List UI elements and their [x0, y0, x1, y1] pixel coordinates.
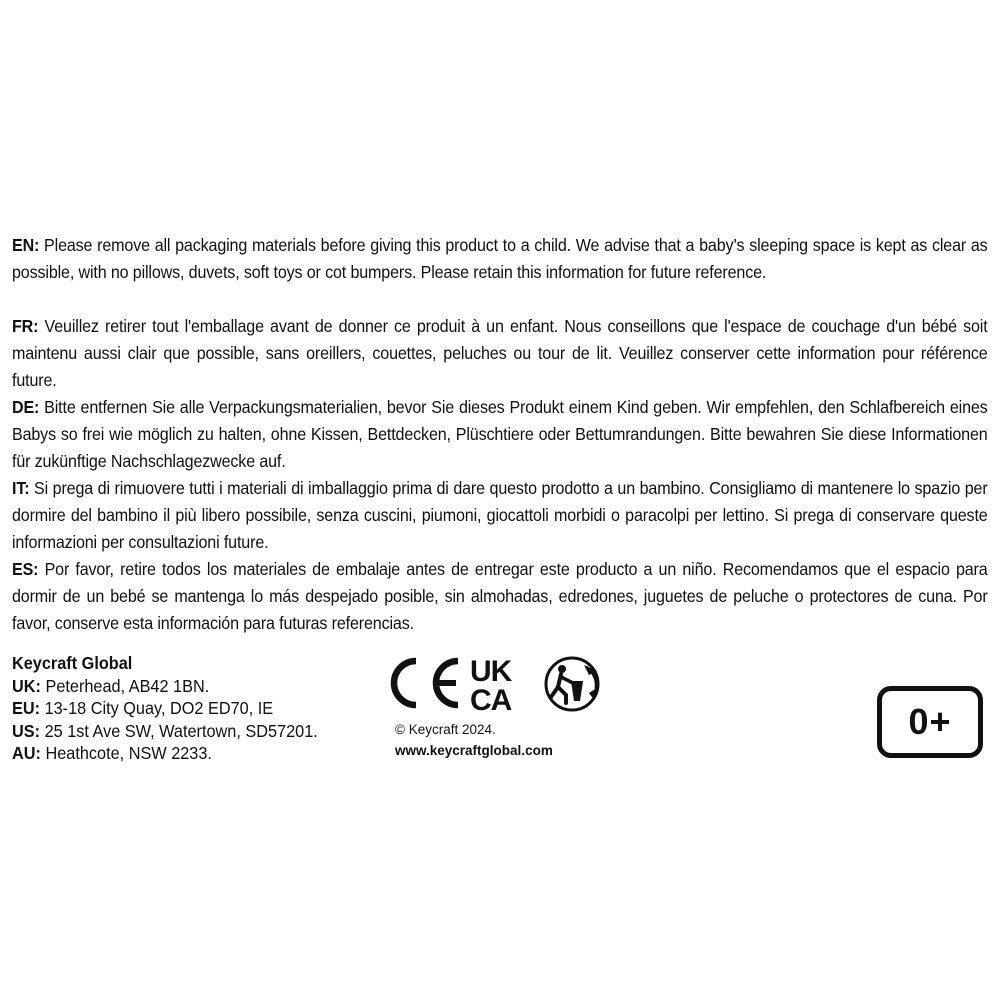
address-line-au	[12, 742, 318, 765]
region-colon: :	[34, 720, 41, 741]
safety-information	[12, 232, 988, 637]
language-code: EN:	[12, 235, 40, 255]
safety-text: Por favor, retire todos los materiales de embalaje antes de entregar este producto a un niño. Recomendamos que el espacio para dormir de un bebé se mantenga lo más despejado posible, sin almohadas, edredones, juguetes de peluche o protectores de cuna. Por favor, conserve esta información para futuras referencias.	[12, 559, 988, 633]
website-domain: keycraftglobal	[429, 743, 522, 758]
safety-text: Bitte entfernen Sie alle Verpackungsmaterialien, bevor Sie dieses Produkt einem Kind geben. Wir empfehlen, den Schlafbereich eines Babys so frei wie möglich zu halten, ohne Kissen, Bettdecken, Plüschtiere oder Bettumrandungen. Bitte bewahren Sie diese Informationen für zukünftige Nachschlagezwecke auf.	[12, 397, 988, 471]
age-rating-badge: 0+	[877, 686, 983, 758]
safety-text: Veuillez retirer tout l'emballage avant de donner ce produit à un enfant. Nous conseillons que l'espace de couchage d'un bébé soit maintenu aussi clair que possible, sans oreillers, couettes, peluches ou tour de lit. Veuillez conserver cette information pour référence future.	[12, 316, 988, 390]
region-code: US	[12, 720, 35, 741]
safety-paragraph-de	[12, 394, 988, 475]
address-line-us	[12, 720, 318, 743]
region-colon: :	[35, 743, 41, 763]
website-url[interactable]	[395, 741, 553, 761]
address-line-uk	[12, 675, 318, 698]
language-code: ES:	[12, 559, 39, 579]
copyright-notice: © Keycraft 2024.	[395, 722, 496, 737]
region-code: AU	[12, 743, 36, 763]
region-code: UK	[12, 675, 36, 696]
language-code: FR:	[12, 316, 39, 336]
address-text: Heathcote, NSW 2233.	[45, 743, 212, 763]
company-name: Keycraft Global	[12, 653, 133, 673]
ce-mark-icon	[394, 661, 458, 705]
language-code: DE:	[12, 397, 40, 417]
website-suffix: .com	[521, 743, 553, 758]
safety-paragraph-fr	[12, 313, 988, 394]
safety-text: Si prega di rimuovere tutti i materiali di imballaggio prima di dare questo prodotto a un bambino. Consigliamo di mantenere lo spazio per dormire del bambino il più libero possibile, senza cuscini, piumoni, giocattoli morbidi o paracolpi per lettino. Si prega di conservare queste informazioni per consultazioni future.	[12, 478, 988, 552]
address-text: 25 1st Ave SW, Watertown, SD57201.	[44, 720, 318, 741]
company-address-block	[12, 652, 318, 765]
ukca-bottom-text: CA	[470, 684, 512, 713]
language-code: IT:	[12, 478, 30, 498]
safety-text: Please remove all packaging materials before giving this product to a child. We advise that a baby’s sleeping space is kept as clear as possible, with no pillows, duvets, soft toys or cot bumpers. Please retain this information for future reference.	[12, 235, 988, 282]
ukca-mark-icon	[470, 655, 513, 713]
certification-marks	[386, 653, 616, 713]
region-colon: :	[35, 675, 41, 696]
safety-paragraph-es	[12, 556, 988, 637]
safety-paragraph-it	[12, 475, 988, 556]
ukca-top-text: UK	[470, 655, 512, 688]
address-text: 13-18 City Quay, DO2 ED70, IE	[44, 698, 274, 718]
region-code: EU	[12, 698, 35, 718]
website-prefix: www.	[395, 743, 430, 758]
address-text: Peterhead, AB42 1BN.	[45, 675, 210, 696]
tidyman-recycle-icon	[546, 658, 598, 710]
region-colon: :	[34, 698, 41, 718]
safety-paragraph-en	[12, 232, 988, 313]
address-line-eu	[12, 697, 318, 720]
